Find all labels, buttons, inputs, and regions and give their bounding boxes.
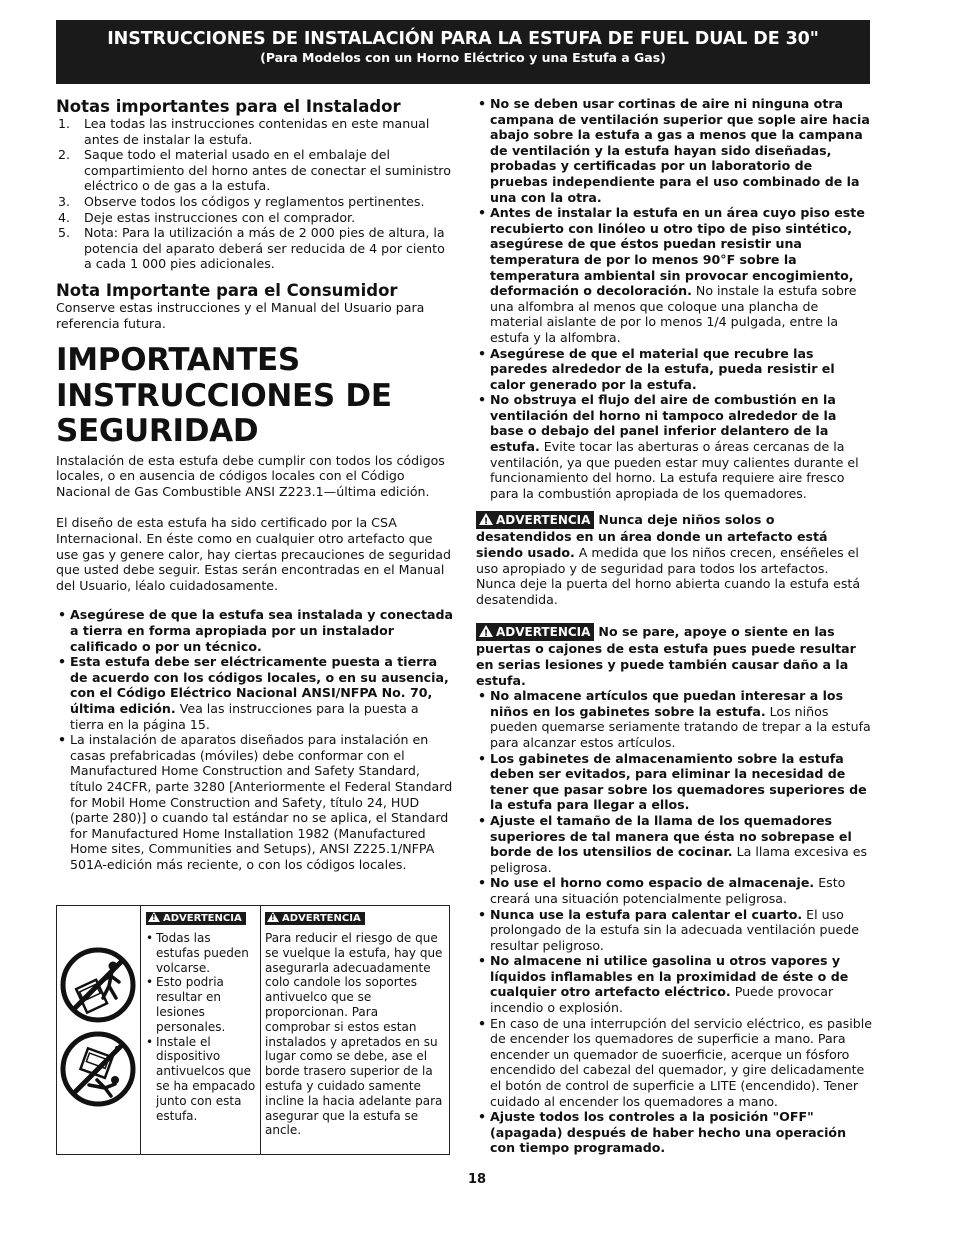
list-item: • Todas las estufas pueden volcarse. [146,931,258,975]
warning-badge [146,912,246,925]
page-header [56,20,870,84]
item-text: Saque todo el material usado en el embalaje del compartimiento del horno antes de conectar el suministro eléctrico o de gas a la estufa. [84,147,451,194]
installer-list [56,116,454,272]
list-item [56,654,454,732]
item-text: Deje estas instrucciones con el comprador. [84,209,356,225]
list-item [476,907,872,954]
warning-triangle-icon [479,625,493,637]
list-item [56,225,454,272]
safety-title-line: SEGURIDAD [56,413,259,450]
warning-list [146,931,258,1123]
left-column [56,97,454,872]
list-item [56,607,454,654]
list-item: • Esto podria resultar en lesiones personales. [146,975,258,1034]
list-item [476,1016,872,1110]
consumer-heading: Nota Importante para el Consumidor [56,280,398,300]
list-item [476,875,872,906]
warning-badge [265,912,365,925]
item-text: Vea las instrucciones para la puesta a tierra en la página 15. [70,700,419,732]
warning-text-cell [265,910,445,1138]
safety-para-2: El diseño de esta estufa ha sido certificado por la CSA Internacional. En éste como en cualquier otro artefacto que use gas y genere calor, hay ciertas precauciones de seguridad que usted debe seguir. Estas serán encontradas en el Manual del Usuario, léalo cuidadosamente. [56,515,452,593]
warning-bold-text: No se pare, apoye o siente en las puertas o cajones de esta estufa pues puede resultar en serias lesiones y puede también causar daño a la estufa. [476,624,856,688]
installer-heading: Notas importantes para el Instalador [56,97,401,116]
warning-badge [476,511,594,529]
item-text-bold: No use el horno como espacio de almacenaje. [490,875,815,891]
item-text-bold: No obstruya el flujo del aire de combustión en la ventilación del horno ni tampoco alrededor de la base o debajo del panel inferior delantero de la estufa. [490,392,837,455]
badge-label: ADVERTENCIA [496,625,591,640]
badge-label: ADVERTENCIA [496,513,591,528]
list-item [476,392,872,501]
list-item [476,346,872,393]
item-text: El uso prolongado de la estufa sin la adecuada ventilación puede resultar peligroso. [490,906,860,953]
right-column [476,96,872,1156]
warning-triangle-icon [148,912,160,922]
warning-bold-text: Nunca deje niños solos o desatendidos en un área donde un artefacto está siendo usado. [476,512,828,561]
page-number: 18 [467,1172,487,1187]
consumer-text: Conserve estas instrucciones y el Manual del Usuario para referencia futura. [56,299,425,331]
anti-tip-warning-box [56,905,450,1155]
item-text-bold: No almacene ni utilice gasolina u otros vapores y líquidos inflamables en la proximidad de éste o de cualquier otro artefacto eléctrico. [490,953,849,1000]
list-item [56,194,454,210]
item-number: 2. [58,147,71,163]
warning-children [476,511,872,607]
item-text: Asegúrese de que la estufa sea instalada y conectada a tierra en forma apropiada por un instalador calificado o por un técnico. [70,607,454,654]
list-item [476,1109,872,1156]
badge-label: ADVERTENCIA [163,913,242,924]
header-title: INSTRUCCIONES DE INSTALACIÓN PARA LA ESTUFA DE FUEL DUAL DE 30" [107,29,819,49]
item-number: 4. [58,209,71,225]
header-subtitle: (Para Modelos con un Horno Eléctrico y una Estufa a Gas) [260,50,666,65]
safety-title-line: INSTRUCCIONES DE [56,377,392,414]
list-item [56,116,454,147]
item-text: No se deben usar cortinas de aire ni ninguna otra campana de ventilación superior que sople aire hacia abajo sobre la estufa a gas a menos que la campana de ventilación y la estufa hayan sido diseñadas, probadas y certificadas por un laboratorio de pruebas independiente para el uso combinado de la una con la otra. [490,96,870,205]
item-text: Puede provocar incendio o explosión. [490,984,834,1016]
item-number: 1. [58,116,71,131]
list-item [476,751,872,813]
item-text: Observe todos los códigos y reglamentos pertinentes. [84,193,425,209]
divider [260,906,261,1154]
item-text: Evite tocar las aberturas o áreas cercanas de la ventilación, ya que pueden estar muy calientes durante el funcionamiento del horno. La estufa requiere aire fresco para la combustión apropiada de los quemadores. [490,439,859,501]
list-item [476,96,872,205]
warning-list-cell [146,910,258,1123]
item-text: Esto creará una situación potencialmente peligrosa. [490,875,846,906]
right-list-1 [476,96,872,501]
warning-doors [476,623,872,688]
tipping-range-icon [59,946,137,1024]
child-on-door-icon [59,1030,137,1108]
warning-triangle-icon [479,513,493,525]
item-text: No instale la estufa sobre una alfombra al menos que coloque una plancha de material aislante de por lo menos 1/4 pulgada, entre la estufa y la alfombra. [490,283,857,345]
item-text: Los gabinetes de almacenamiento sobre la estufa deben ser evitados, para eliminar la necesidad de tener que pasar sobre los quemadores superiores de la estufa para llegar a ellos. [490,750,867,813]
item-text: En caso de una interrupción del servicio eléctrico, es pasible de encender los quemadores de superficie a mano. Para encender un quemador de suoerficie, acerque un fósforo encendido del cabezal del quemador, y gire delicadamente el botón de control de superficie a LITE (encendido). Tener cuidado al encender los quemadores a mano. [490,1015,872,1109]
item-text-bold: Nunca use la estufa para calentar el cuarto. [490,906,803,922]
item-text-bold: No almacene artículos que puedan interesar a los niños en los gabinetes sobre la estufa. [490,688,844,719]
item-text: Ajuste todos los controles a la posición "OFF" (apagada) después de haber hecho una operación con tiempo programado. [490,1109,847,1156]
list-item: • Instale el dispositivo antivuelcos que se ha empacado junto con esta estufa. [146,1035,258,1124]
item-text: Asegúrese de que el material que recubre las paredes alrededor de la estufa, pueda resistir el calor generado por la estufa. [490,345,835,392]
list-item [476,688,872,750]
safety-title-line: IMPORTANTES [56,342,300,379]
list-item [476,205,872,345]
item-text: La llama excesiva es peligrosa. [490,844,868,875]
list-item [56,732,454,872]
item-text: Nota: Para la utilización a más de 2 000 pies de altura, la potencia del aparato deberá ser reducida de 4 por ciento a cada 1 000 pies adicionales. [84,225,445,272]
badge-label: ADVERTENCIA [282,913,361,924]
safety-title [56,343,454,450]
item-text-bold: Esta estufa debe ser eléctricamente puesta a tierra de acuerdo con los códigos locales, o en su ausencia, con el Código Eléctrico Nacional ANSI/NFPA No. 70, última edición. [70,654,449,716]
warning-triangle-icon [267,912,279,922]
item-text: Lea todas las instrucciones contenidas en este manual antes de instalar la estufa. [84,116,430,147]
list-item [476,813,872,875]
right-list-2 [476,688,872,1156]
item-text: La instalación de aparatos diseñados para instalación en casas prefabricadas (móviles) debe conformar con el Manufactured Home Construction and Safety Standard, título 24CFR, parte 3280 [Anteriormente el Federal Standard for Mobil Home Construction and Safety, título 24, HUD (parte 280)] o cuando tal estándar no se aplica, el Standard for Manufactured Home Installation 1982 (Manufactured Home sites, Communities and Setups), ANSI Z225.1/NFPA 501A-edición más reciente, o con los códigos locales. [70,732,453,872]
safety-list [56,607,454,872]
item-text-bold: Antes de instalar la estufa en un área cuyo piso este recubierto con linóleo u otro tipo de piso sintético, asegúrese de que éstos puedan resistir una temperatura de por lo menos 90°F sobre la temperatura ambiental sin provocar encogimiento, deformación o decoloración. [490,205,865,299]
item-text-bold: Ajuste el tamaño de la llama de los quemadores superiores de tal manera que ésta no sobrepase el borde de los utensilios de cocinar. [490,812,852,860]
safety-para-1: Instalación de esta estufa debe cumplir con todos los códigos locales, o en ausencia de códigos locales con el Código Nacional de Gas Combustible ANSI Z223.1—última edición. [56,452,445,499]
item-text: Los niños pueden quemarse seriamente tratando de trepar a la estufa para alcanzar estos artículos. [490,703,871,750]
divider [140,906,141,1154]
warning-text: A medida que los niños crecen, enséñeles el uso apropiado y de seguridad para todos los artefactos. Nunca deje la puerta del horno abierta cuando la estufa está desatendida. [476,545,861,607]
item-number: 3. [58,193,71,209]
warning-text: Para reducir el riesgo de que se vuelque la estufa, hay que asegurarla adecuadamente colo candole los soportes antivuelco que se proporcionan. Para comprobar si estos estan instalados y apretados en su lugar como se debe, ase el borde trasero superior de la estufa y cuidado samente incline la hacia adelante para asegurar que la estufa se ancle. [265,931,443,1138]
list-item [56,210,454,226]
list-item [476,953,872,1015]
item-number: 5. [58,225,71,241]
list-item [56,147,454,194]
warning-badge [476,623,594,641]
